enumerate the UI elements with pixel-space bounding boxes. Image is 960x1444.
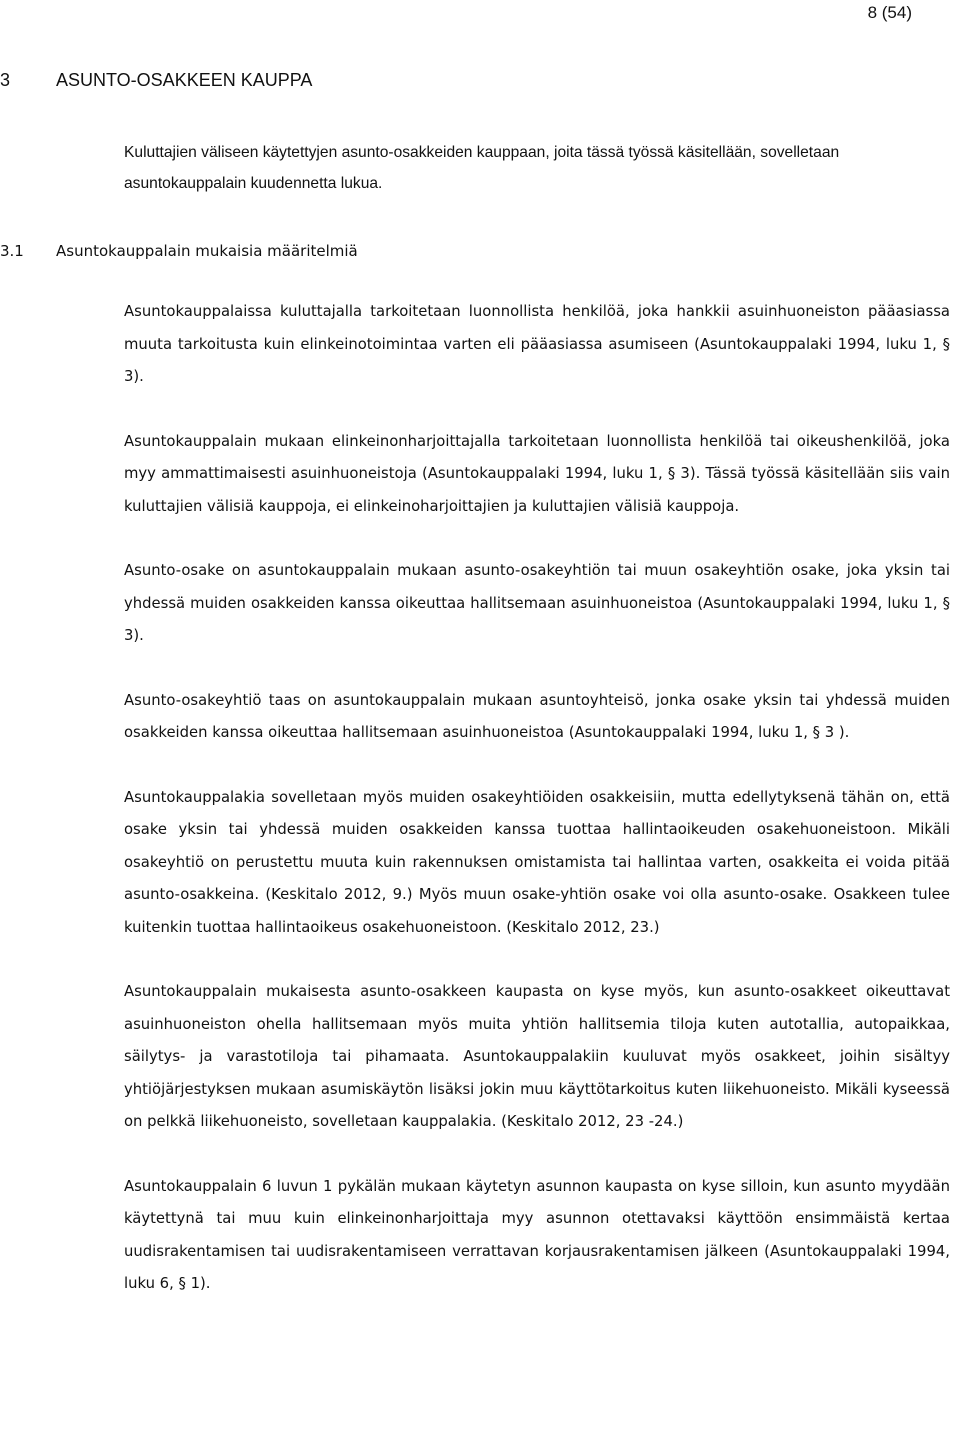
chapter-heading bbox=[0, 68, 312, 92]
paragraph-housing-company-definition: Asunto-osakeyhtiö taas on asuntokauppalain mukaan asuntoyhteisö, jonka osake yksin tai yhdessä muiden osakkeiden kanssa oikeuttaa hallitsemaan asuinhuoneistoa (Asuntokauppalaki 1994, luku 1, § 3 ). bbox=[124, 691, 950, 741]
paragraph-used-home-sale: Asuntokauppalain 6 luvun 1 pykälän mukaan käytetyn asunnon kaupasta on kyse silloin, kun asunto myydään käytettynä tai muu kuin elinkeinonharjoittaja myy asunnon otettavaksi käyttöön ensimmäistä kertaa uudisrakentamisen tai uudisrakentamiseen verrattavan korjausrakentamisen jälkeen (Asuntokauppalaki 1994, luku 6, § 1). bbox=[124, 1177, 950, 1292]
section-body bbox=[124, 296, 950, 1301]
section-heading bbox=[0, 240, 358, 262]
section-number: 3.1 bbox=[0, 242, 24, 260]
page-number: 8 (54) bbox=[867, 3, 912, 22]
section-title: Asuntokauppalain mukaisia määritelmiä bbox=[56, 242, 358, 260]
chapter-title: ASUNTO-OSAKKEEN KAUPPA bbox=[56, 70, 313, 90]
chapter-number: 3 bbox=[0, 70, 11, 90]
paragraph-other-companies: Asuntokauppalakia sovelletaan myös muiden osakeyhtiöiden osakkeisiin, mutta edellytyksenä tähän on, että osake yksin tai yhdessä muiden osakkeiden kanssa tuottaa hallintaoikeuden osakehuoneistoon. Mikäli osakeyhtiö on perustettu muuta kuin rakennuksen omistamista tai hallintaa varten, osakkeita ei voida pitää asunto-osakkeina. (Keskitalo 2012, 9.) Myös muun osake-yhtiön osake voi olla asunto-osake. Osakkeen tulee kuitenkin tuottaa hallintaoikeus osakehuoneistoon. (Keskitalo 2012, 23.) bbox=[124, 788, 950, 936]
chapter-intro: Kuluttajien väliseen käytettyjen asunto-osakkeiden kauppaan, joita tässä työssä käsitellään, sovelletaan asuntokauppalain kuudennetta lukua. bbox=[124, 144, 840, 192]
paragraph-additional-spaces: Asuntokauppalain mukaisesta asunto-osakkeen kaupasta on kyse myös, kun asunto-osakkeet oikeuttavat asuinhuoneiston ohella hallitsemaan myös muita yhtiön hallitsemia tiloja kuten autotallia, autopaikkaa, säilytys- ja varastotiloja tai pihamaata. Asuntokauppalakiin kuuluvat myös osakkeet, joihin sisältyy yhtiöjärjestyksen mukaan asumiskäytön lisäksi jokin muu käyttötarkoitus kuten liikehuoneisto. Mikäli kyseessä on pelkkä liikehuoneisto, sovelletaan kauppalakia. (Keskitalo 2012, 23 -24.) bbox=[124, 983, 950, 1130]
paragraph-trader-definition: Asuntokauppalain mukaan elinkeinonharjoittajalla tarkoitetaan luonnollista henkilöä tai oikeushenkilöä, joka myy ammattimaisesti asuinhuoneistoja (Asuntokauppalaki 1994, luku 1, § 3). Tässä työssä käsitellään siis vain kuluttajien välisiä kauppoja, ei elinkeinoharjoittajien ja kuluttajien välisiä kauppoja. bbox=[124, 432, 950, 515]
paragraph-consumer-definition: Asuntokauppalaissa kuluttajalla tarkoitetaan luonnollista henkilöä, joka hankkii asuinhuoneiston pääasiassa muuta tarkoitusta kuin elinkeinotoimintaa varten eli pääasiassa asumiseen (Asuntokauppalaki 1994, luku 1, § 3). bbox=[124, 303, 950, 385]
paragraph-housing-share-definition: Asunto-osake on asuntokauppalain mukaan asunto-osakeyhtiön tai muun osakeyhtiön osake, joka yksin tai yhdessä muiden osakkeiden kanssa oikeuttaa hallitsemaan asuinhuoneistoa (Asuntokauppalaki 1994, luku 1, § 3). bbox=[124, 562, 950, 644]
